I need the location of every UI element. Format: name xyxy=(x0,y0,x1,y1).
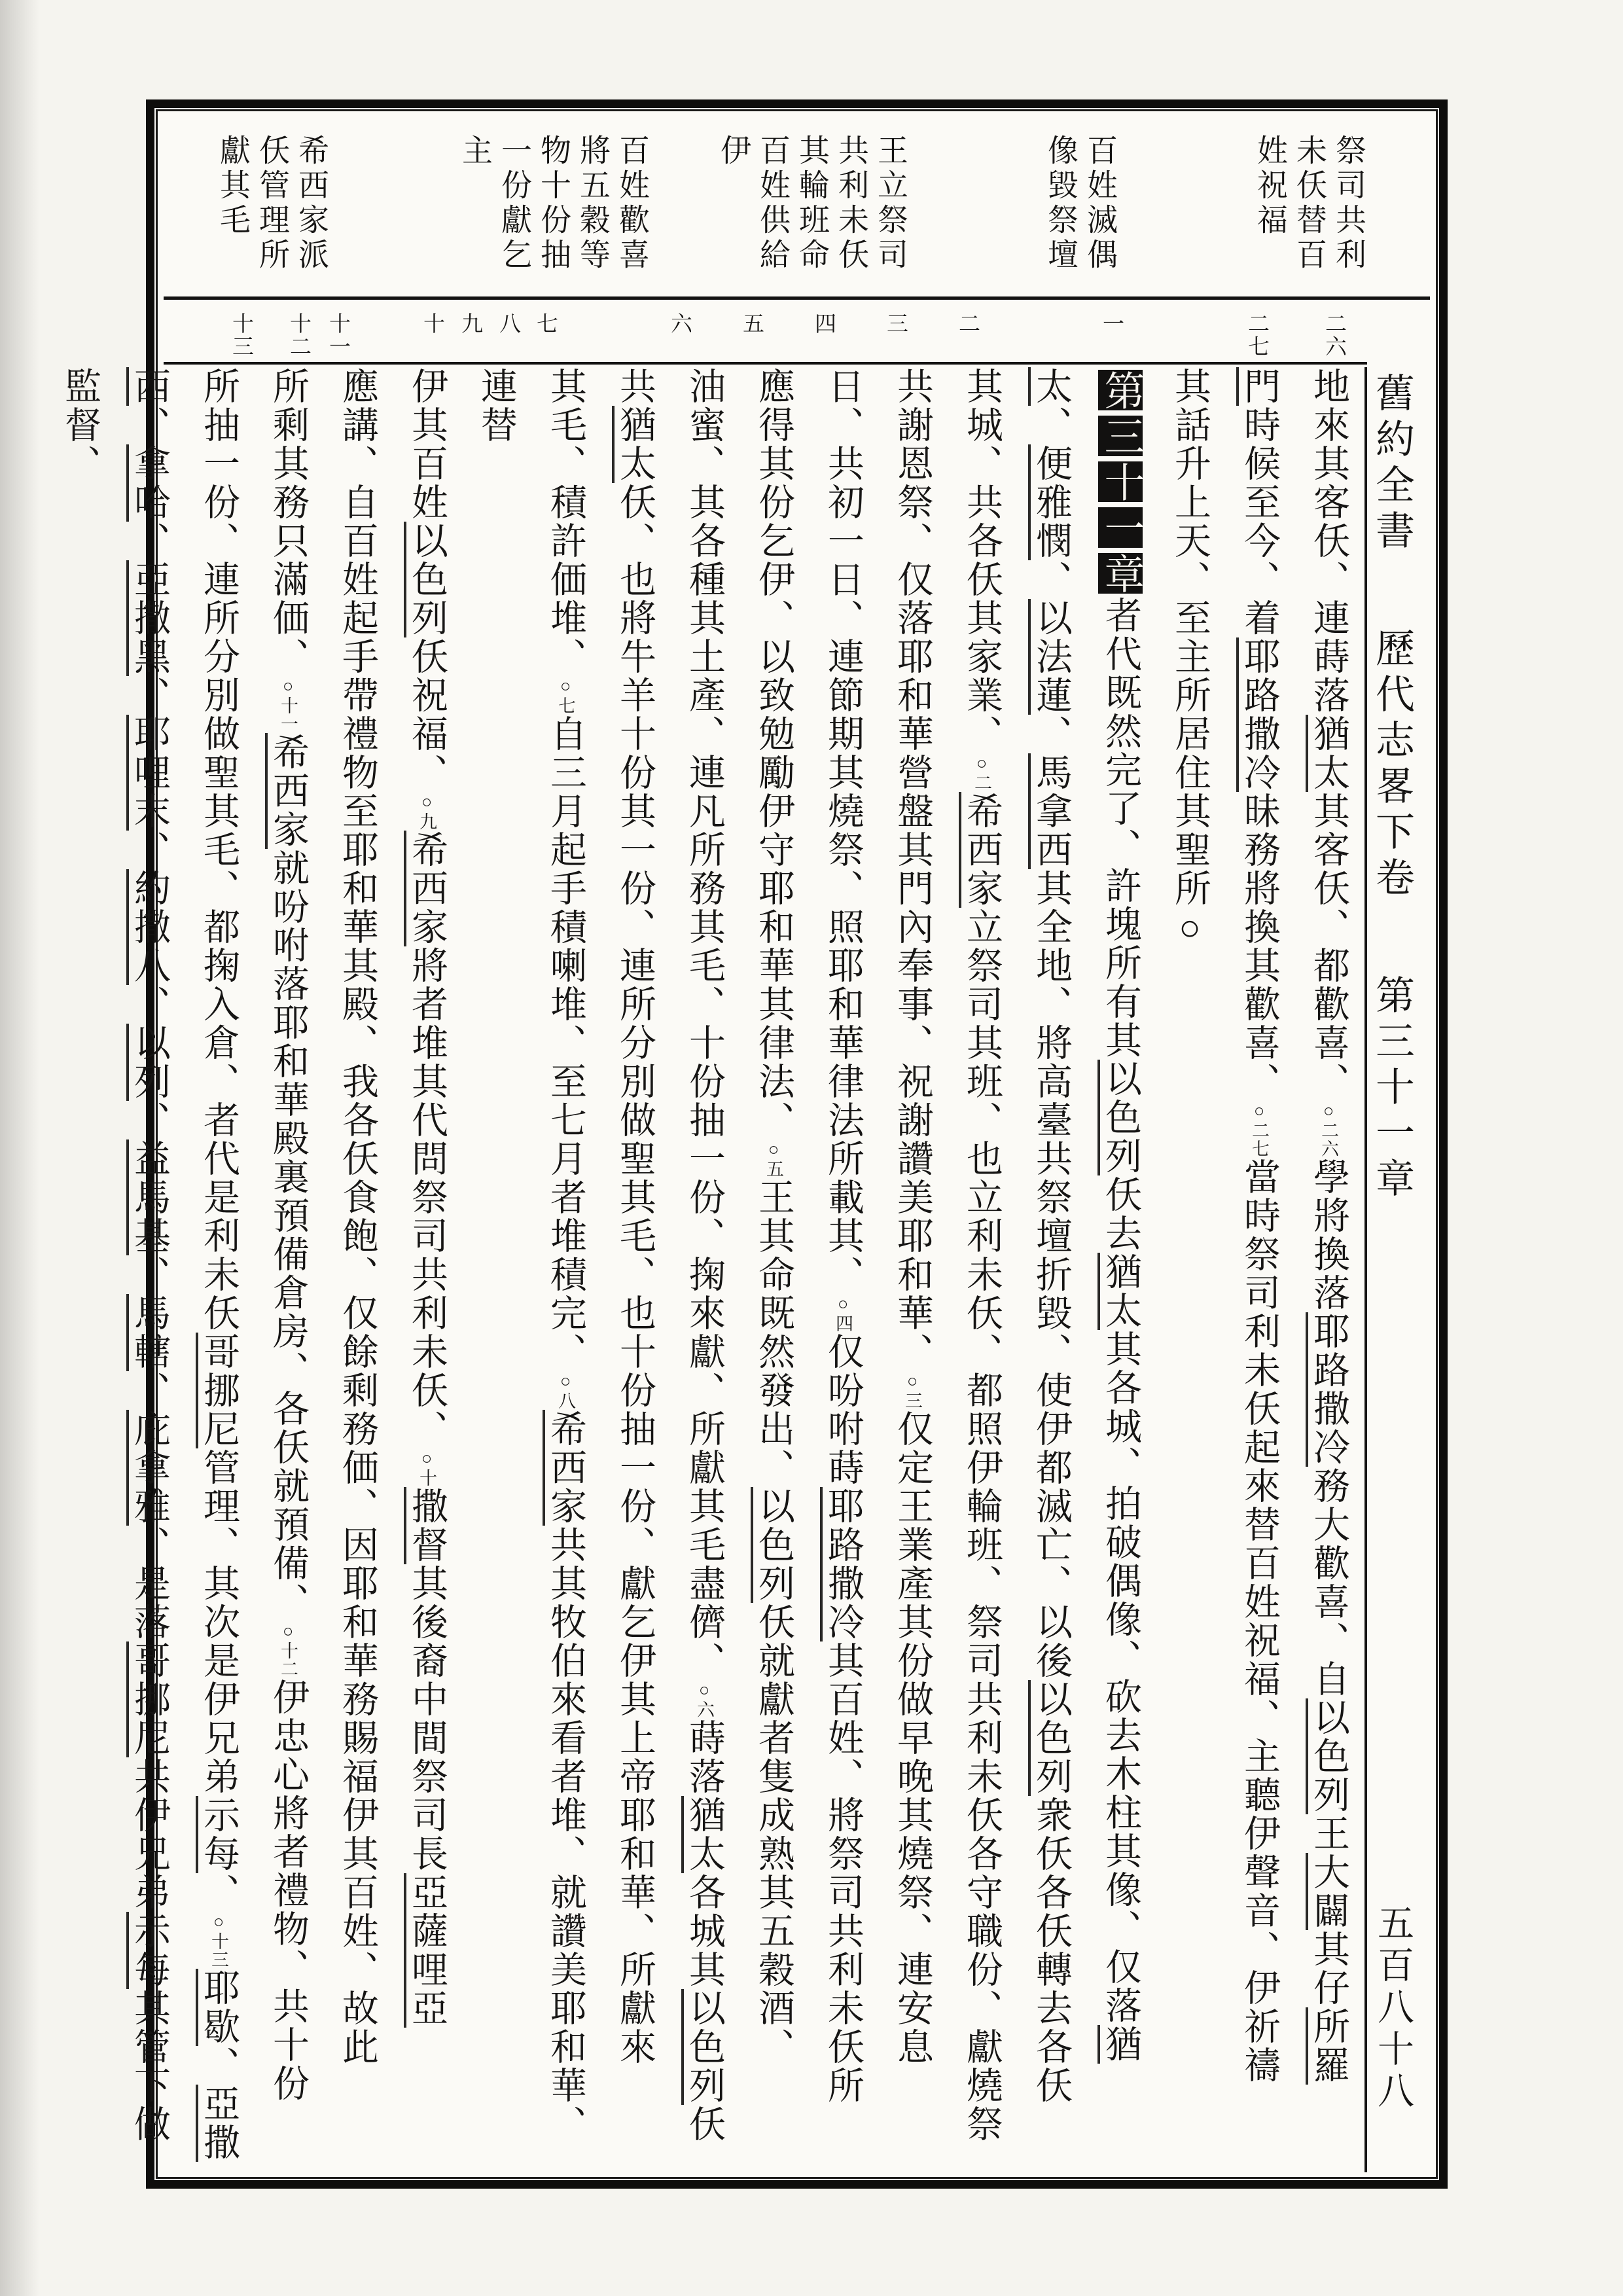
chapter-title: 第三十一章 xyxy=(1370,975,1414,1204)
proper-name: 撒督 xyxy=(404,1487,447,1564)
text-run: 共謝恩祭、仅落耶和華營盤其門內奉事、祝謝讚美耶和華、 xyxy=(892,367,933,1371)
verse-marker: ○十 xyxy=(417,1448,437,1487)
text-run: 時候至今、着 xyxy=(1239,406,1279,637)
proper-name: 耶路撒冷 xyxy=(820,1487,863,1641)
proper-name: 哥挪尼 xyxy=(196,1333,239,1448)
verse-number: 二七 xyxy=(1245,312,1268,358)
text-run: 、是落 xyxy=(129,1526,169,1641)
proper-name: 馬轄 xyxy=(126,1294,169,1371)
text-run: 當時祭司利未仸起來替百姓祝福、主聽伊聲音、伊祈禱 xyxy=(1239,1158,1279,2085)
proper-name: 以色列 xyxy=(751,1487,794,1603)
text-run: 、 xyxy=(129,522,169,560)
proper-name: 耶路撒冷 xyxy=(1236,637,1279,792)
verse-marker: ○九 xyxy=(417,792,437,831)
proper-name: 門 xyxy=(1236,367,1279,406)
text-run: 伊忠心將者禮物、共十份 xyxy=(268,1678,308,2103)
proper-name: 以列 xyxy=(126,1024,169,1101)
verse-number: 一 xyxy=(1099,312,1123,335)
verse-marker: ○二 xyxy=(972,753,991,792)
text-run: 其話升上天、至主所居住其聖所○ xyxy=(1169,367,1210,950)
text-run: 者代既然完了、許塊所有其 xyxy=(1100,596,1141,1060)
text-run: 其毛、積許価堆、 xyxy=(545,367,586,676)
verse-marker: ○四 xyxy=(833,1294,853,1333)
proper-name: 亞撒 xyxy=(196,2085,239,2162)
verse-marker: ○三 xyxy=(902,1371,922,1410)
proper-name: 所羅 xyxy=(1306,2007,1349,2085)
title-gap xyxy=(1391,556,1393,628)
text-column xyxy=(669,367,739,2172)
text-run: 仸去 xyxy=(1100,1175,1141,1253)
text-column xyxy=(45,367,184,2172)
verse-number: 六 xyxy=(668,312,691,335)
proper-name: 猶 xyxy=(1097,2025,1141,2064)
proper-name: 耶哩末 xyxy=(126,715,169,831)
text-column xyxy=(808,367,878,2172)
verse-marker: ○五 xyxy=(764,1139,783,1178)
text-column xyxy=(184,367,253,2172)
text-run: 王 xyxy=(1308,1814,1349,1853)
verse-number: 十二 xyxy=(287,312,310,358)
title-gap xyxy=(1391,903,1393,975)
text-run: 、 xyxy=(198,1873,239,1912)
chapter-heading-char: 第 xyxy=(1098,370,1143,410)
text-column xyxy=(1086,367,1155,2172)
proper-name: 以色列 xyxy=(1097,1060,1141,1175)
summary-gloss: 希西家派仸管理所獻其毛 xyxy=(215,134,328,273)
verse-number: 十一 xyxy=(326,312,349,358)
page-inner xyxy=(60,116,1430,2172)
text-run: 應得其份乞伊、以致勉勵伊守耶和華其律法、 xyxy=(753,367,794,1139)
summary-gloss: 祭司共利未仸替百姓祝福 xyxy=(1253,134,1365,273)
chapter-heading-char: 一 xyxy=(1098,507,1143,548)
verse-number: 二 xyxy=(955,312,979,335)
verse-number: 四 xyxy=(812,312,835,335)
text-run: 油蜜、其各種其土產、連凡所務其毛、十份抽一份、掬來獻、所獻其毛盡儕、 xyxy=(684,367,724,1680)
verse-number: 十三 xyxy=(229,312,253,358)
summary-gloss: 王立祭司共利未仸其輪班命百姓供給伊 xyxy=(716,134,907,273)
text-run: 地來其客仸、連蒔落 xyxy=(1308,367,1349,715)
text-run: 其各城、拍破偶像、砍去木柱其像、仅落 xyxy=(1100,1330,1141,2025)
text-run: 自三月起手積喇堆、至七月者堆積完、 xyxy=(545,715,586,1371)
proper-name: 以色列 xyxy=(404,522,447,637)
proper-name: 西 xyxy=(126,367,169,406)
verse-strip-rule xyxy=(164,362,1367,365)
text-run: 其仔 xyxy=(1308,1930,1349,2007)
proper-name: 猶太 xyxy=(1097,1253,1141,1330)
verse-number: 七 xyxy=(533,312,557,335)
verse-marker: ○二六 xyxy=(1319,1101,1338,1158)
text-run: 仅定王業產其份做早晚其燒祭、連安息 xyxy=(892,1410,933,2066)
proper-name: 太 xyxy=(1028,367,1071,406)
proper-name: 示每 xyxy=(126,1912,169,1989)
verse-marker: ○二七 xyxy=(1249,1101,1269,1158)
text-run: 仸 xyxy=(684,2105,724,2144)
text-run: 、 xyxy=(129,985,169,1024)
text-run: 立祭司其班、也立利未仸、都照伊輪班、祭司共利未仸各守職份、獻燒祭 xyxy=(961,908,1002,2144)
text-run: 應講、自百姓起手帶禮物至耶和華其殿、我各仸食飽、仅餘剩務価、因耶和華務賜福伊其百姓、故此 xyxy=(337,367,378,2066)
text-run: 共伊兄弟 xyxy=(129,1757,169,1912)
section-title: 歷代志畧下卷 xyxy=(1370,628,1414,903)
verse-number: 三 xyxy=(883,312,907,335)
proper-name: 亞撒黑 xyxy=(126,560,169,676)
proper-name: 耶路撒冷 xyxy=(1306,1312,1349,1467)
text-run: 管理、其次是伊兄弟 xyxy=(198,1448,239,1796)
proper-name: 示每 xyxy=(196,1796,239,1873)
text-run: 、 xyxy=(1031,560,1071,599)
verse-number: 五 xyxy=(740,312,763,335)
text-run: 其城、共各仸其家業、 xyxy=(961,367,1002,753)
text-run: 、 xyxy=(129,1101,169,1139)
proper-name: 亞薩哩亞 xyxy=(404,1873,447,2028)
text-run: 將者堆其代問祭司共利未仸、 xyxy=(406,946,447,1448)
proper-name: 以色列 xyxy=(1028,1680,1071,1796)
page-number: 五百八十八 xyxy=(1372,1904,1413,2113)
text-column xyxy=(600,367,669,2172)
verse-marker: ○六 xyxy=(694,1680,714,1719)
text-run: 、 xyxy=(129,831,169,869)
text-run: 仸就獻者隻成熟其五穀酒、 xyxy=(753,1603,794,2066)
verse-number: 十 xyxy=(420,312,444,335)
text-run: 、 xyxy=(129,1255,169,1294)
proper-name: 約撒八 xyxy=(126,869,169,985)
text-run: 其百姓、將祭司共利未仸所 xyxy=(823,1641,863,2105)
text-run: 其後裔中間祭司長 xyxy=(406,1564,447,1873)
text-run: 伊其百姓 xyxy=(406,367,447,522)
verse-marker: ○十三 xyxy=(209,1912,228,1969)
text-run: 蒔落 xyxy=(684,1719,724,1796)
proper-name: 馬拿西 xyxy=(1028,753,1071,869)
text-run: 各城其 xyxy=(684,1873,724,1989)
text-run: 、 xyxy=(1031,715,1071,753)
proper-name: 猶太 xyxy=(681,1796,724,1873)
text-run: 就吩咐落耶和華殿裏預備倉房、各仸就預備、 xyxy=(268,849,308,1621)
running-title xyxy=(1361,372,1423,1204)
text-run: 、 xyxy=(129,406,169,444)
text-run: 所抽一份、連所分別做聖其毛、都掬入倉、者代是利未仸 xyxy=(198,367,239,1333)
proper-name: 以色列 xyxy=(681,1989,724,2105)
text-run: 昧務將換其歡喜、 xyxy=(1239,792,1279,1101)
verse-marker: ○七 xyxy=(556,676,575,715)
text-run: 、 xyxy=(1031,406,1071,444)
proper-name: 希西家 xyxy=(959,792,1002,908)
proper-name: 益馬基 xyxy=(126,1139,169,1255)
header-rule xyxy=(164,296,1430,300)
verse-number: 八 xyxy=(496,312,520,335)
text-run: 日、共初一日、連節期其燒祭、照耶和華律法所載其、 xyxy=(823,367,863,1294)
verse-number-strip xyxy=(164,302,1430,362)
proper-name: 希西家 xyxy=(265,733,308,849)
proper-name: 希西家 xyxy=(404,831,447,946)
scan-edge-shadow xyxy=(0,0,39,2296)
text-column xyxy=(1224,367,1294,2172)
chapter-heading-char: 十 xyxy=(1098,461,1143,502)
text-column xyxy=(947,367,1016,2172)
text-run: 所剩其務只滿価、 xyxy=(268,367,308,676)
text-column xyxy=(253,367,323,2172)
proper-name: 拿哈 xyxy=(126,444,169,522)
text-run: 、 xyxy=(129,1371,169,1410)
text-run: 其全地、將高臺共祭壇折毀、使伊都滅亡、以後 xyxy=(1031,869,1071,1680)
verse-marker: ○十二 xyxy=(278,1621,298,1678)
text-run: 、 xyxy=(198,2046,239,2085)
proper-name: 大闢 xyxy=(1306,1853,1349,1930)
text-column xyxy=(323,367,392,2172)
chapter-heading-char: 三 xyxy=(1098,416,1143,456)
proper-name: 以色列 xyxy=(1306,1698,1349,1814)
proper-name: 猶太 xyxy=(1306,715,1349,792)
text-run: 其管下做監督、 xyxy=(60,367,169,2144)
summary-gloss: 百姓歡喜將五穀等物十份抽一份獻乞主 xyxy=(457,134,649,273)
text-column xyxy=(392,367,461,2172)
page-frame xyxy=(60,99,1448,2189)
book-title: 舊約全書 xyxy=(1370,372,1414,556)
verse-marker: ○十一 xyxy=(278,676,298,733)
text-run: 務大歡喜、自 xyxy=(1308,1467,1349,1698)
proper-name: 庇拿雅 xyxy=(126,1410,169,1526)
text-column xyxy=(461,367,600,2172)
text-column xyxy=(1016,367,1086,2172)
proper-name: 希西家 xyxy=(543,1410,586,1526)
verse-marker: ○八 xyxy=(556,1371,575,1410)
text-column xyxy=(1155,367,1224,2172)
chapter-summary-glosses xyxy=(164,116,1430,294)
verse-number: 九 xyxy=(458,312,482,335)
verse-number: 二六 xyxy=(1322,312,1346,358)
text-run: 仅吩咐蒔 xyxy=(823,1333,863,1487)
proper-name: 便雅憫 xyxy=(1028,444,1071,560)
title-column xyxy=(1364,367,1430,2172)
text-run: 仸祝福、 xyxy=(406,637,447,792)
text-run: 衆仸各仸轉去各仸 xyxy=(1031,1796,1071,2105)
proper-name: 哥挪尼 xyxy=(126,1641,169,1757)
text-run: 、 xyxy=(129,676,169,715)
text-run: 共 xyxy=(615,367,655,406)
text-column xyxy=(878,367,947,2172)
text-column xyxy=(1294,367,1363,2172)
text-run: 王其命既然發出、 xyxy=(753,1178,794,1487)
summary-gloss: 百姓滅偶像毀祭壇 xyxy=(1043,134,1116,273)
text-run: 學將換落 xyxy=(1308,1158,1349,1312)
text-column xyxy=(739,367,808,2172)
text-run: 共其牧伯來看者堆、就讚美耶和華、連替 xyxy=(476,367,586,2144)
text-run: 其客仸、都歡喜、 xyxy=(1308,792,1349,1101)
proper-name: 猶太 xyxy=(612,406,655,483)
chapter-heading-char: 章 xyxy=(1098,553,1143,594)
scripture-text-columns xyxy=(60,367,1363,2172)
proper-name: 耶歇 xyxy=(196,1969,239,2046)
proper-name: 以法蓮 xyxy=(1028,599,1071,715)
text-run: 仸、也將牛羊十份其一份、連所分別做聖其毛、也十份抽一份、獻乞伊其上帝耶和華、所獻來 xyxy=(615,483,655,2066)
